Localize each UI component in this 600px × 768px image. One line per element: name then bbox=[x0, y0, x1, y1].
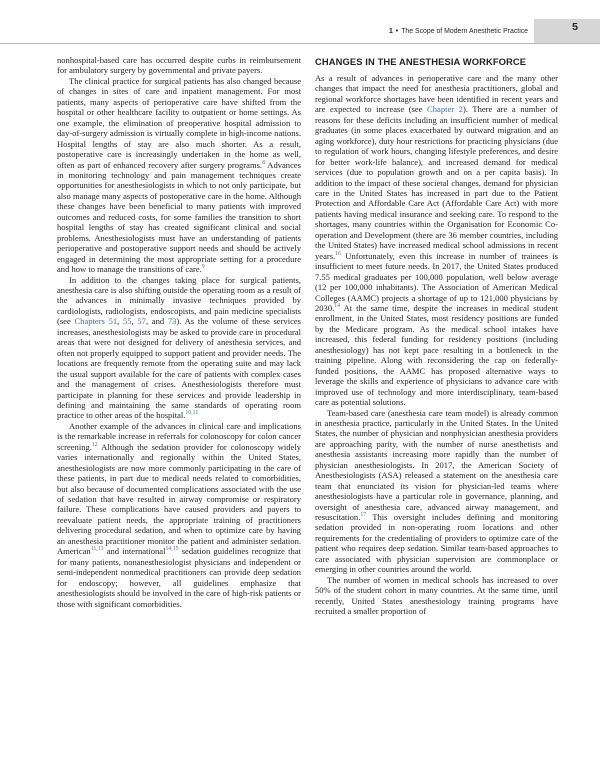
text: Unfortunately, even this increase in number of trainees is insufficient to meet future needs. In 2017, the United States produced 7.55 medical graduates per 100,000 population, well below average (12 per 100,000 inhabitants). The Association of American Medical Colleges (AAMC) projects a shortage of up to 121,000 physicians by 2030. bbox=[315, 250, 558, 313]
citation[interactable]: 10,11 bbox=[185, 410, 199, 417]
citation[interactable]: 16 bbox=[335, 250, 341, 257]
text: Team-based care (anesthesia care team model) is already common in anesthesia practice, particularly in the United States. In the United States, the number of physician and nonphysician anesthesia providers are approaching parity, with the number of nurse anesthetists and anesthesia assistants increasing more rapidly than the number of physician anesthesiologists. In 2017, the American Society of Anesthesiologists (ASA) released a statement on the anesthesia care team that enunciated its vision for physician-led teams where anesthesiologists have a particular role in governance, planning, and oversight of anesthesia care, advanced airway management, and resuscitation. bbox=[315, 407, 558, 523]
citation[interactable]: 14,15 bbox=[165, 546, 179, 553]
text: sedation guidelines recognize that for many patients, nonanesthesiologist physicians and independent or semi-independent nonmedical practitioners can provide deep sedation for endoscopy; however, all guidelines emphasize that anesthesiologists should be involved in the care of high-risk patients or those with significant comorbidities. bbox=[57, 546, 301, 609]
text: nonhospital-based care has occurred despite curbs in reimbursement for ambulatory surgery by governmental and private payers. bbox=[57, 55, 301, 76]
chapter-link[interactable]: 73 bbox=[167, 316, 177, 327]
chapter-link[interactable]: Chapters 51 bbox=[74, 316, 118, 327]
paragraph bbox=[315, 73, 558, 408]
page-header bbox=[0, 0, 600, 44]
chapter-title: The Scope of Modern Anesthetic Practice bbox=[401, 28, 528, 35]
left-column bbox=[57, 55, 301, 609]
text: , bbox=[131, 316, 138, 327]
chapter-link[interactable]: Chapter 2 bbox=[427, 104, 463, 115]
chapter-link[interactable]: 57 bbox=[137, 316, 146, 327]
text: , and bbox=[145, 316, 168, 327]
separator-bullet: • bbox=[395, 28, 399, 35]
running-head bbox=[389, 28, 528, 35]
chapter-link[interactable]: 55 bbox=[123, 316, 132, 327]
paragraph bbox=[57, 76, 301, 275]
text: The number of women in medical schools has increased to over 50% of the student cohort in many countries. At the same time, until recently, United States anesthesiology training programs have recruited a smaller proportion of bbox=[315, 574, 558, 617]
page-number-tab bbox=[534, 19, 600, 43]
text: ). There are a number of reasons for these deficits including an insufficient number of medical graduates (in some places exacerbated by outward migration and an aging workforce), duty hour restrictions for practicing physicians (due to regulation of work hours, changing lifestyle preferences, and desire for better work-life balance), and increased demand for medical services (due to population growth and on a per capita basis). In addition to the impact of these societal changes, demand for physician care in the United States has increased in part due to the Patient Protection and Affordable Care Act (Affordable Care Act) with more patients having medical insurance and seeking care. To respond to the shortages, many countries within the Organisation for Economic Co-operation and Development (there are 36 member countries, including the United States) have increased medical school admissions in recent years. bbox=[315, 104, 558, 261]
citation[interactable]: 8 bbox=[262, 159, 265, 166]
text: This oversight includes defining and monitoring sedation provided in non-operating room locations and other requirements for the credentialing of providers to optimize care of the patient who requires deep sedation. Similar team-based approaches to care associated with physician supervision are commonplace or emerging in other countries around the world. bbox=[315, 512, 558, 575]
page-number: 5 bbox=[572, 21, 578, 33]
citation[interactable]: 11,13 bbox=[90, 546, 104, 553]
paragraph bbox=[315, 575, 558, 617]
chapter-number: 1 bbox=[388, 28, 393, 35]
right-column bbox=[315, 73, 558, 617]
header-rule bbox=[0, 43, 600, 44]
paragraph bbox=[57, 421, 301, 609]
citation[interactable]: 12 bbox=[91, 441, 98, 448]
text: As a result of advances in perioperative care and the many other changes that impact the need for anesthesia practitioners, global and regional workforce shortages have been identified in recent years and are expected to increase (see bbox=[315, 73, 558, 115]
paragraph bbox=[57, 275, 301, 421]
text: Another example of the advances in clinical care and implications is the remarkable increase in referrals for colonoscopy for colon cancer screening. bbox=[57, 420, 301, 452]
text: Advances in monitoring technology and pain management techniques create opportunities for anesthesiologists in which to not only participate, but also manage many aspects of postoperative care in the home. Although these changes have been beneficial to many patients with improved outcomes and reduced costs, for some families the transition to short hospital lengths of stay has created significant clinical and social problems. Anesthesiologists must have an understanding of patients perioperative and postoperative support needs and should be actively engaged in determining the most appropriate setting for a procedure and how to manage the transitions of care. bbox=[57, 159, 301, 275]
paragraph bbox=[315, 408, 558, 575]
text: At the same time, despite the increases in medical student enrollment, in the United States, most residency positions are funded by the Medicare program. As the medical school intakes have increased, this federal funding for residency positions (including anesthesiology) has not kept pace resulting in a bottleneck in the training pipeline. Along with reconsidering the cap on federally-funded positions, the AAMC has proposed alternative ways to leverage the skills and experience of physicians to advance care with improved use of technology and more interdisciplinary, team-based care as potential solutions. bbox=[315, 302, 558, 408]
text: , bbox=[117, 316, 123, 327]
citation[interactable]: 17 bbox=[360, 512, 367, 519]
text: In addition to the changes taking place for surgical patients, anesthesia care is also shifting outside the operating room as a result of the advances in minimally invasive techniques provided by cardiologists, radiologists, endoscopists, and pain medicine specialists (see bbox=[57, 274, 301, 327]
citation[interactable]: 9 bbox=[201, 264, 205, 271]
section-heading: CHANGES IN THE ANESTHESIA WORKFORCE bbox=[315, 56, 527, 67]
text: ). As the volume of these services increases, anesthesiologists may be asked to provide care in procedural areas that were not designed for delivery of anesthesia services, and often not properly equipped to support patient and provider needs. The locations are frequently remote from the operating suite and may lack the usual support available for the care of patients with complex cases and the management of crises. Anesthesiologists therefore must participate in planning for these services and provide leadership in defining and maintaining the same standards of operating room practice to other areas of the hospital. bbox=[57, 316, 301, 421]
text: Although the sedation provider for colonoscopy widely varies internationally and regionally within the United States, anesthesiologists are now more commonly participating in the care of these patients, in part due to medical needs related to comorbidities, but also because of documented complications associated with the use of sedation that have resulted in airway compromise or respiratory failure. These complications have caused providers and payers to reevaluate patient needs, the appropriate training of practitioners delivering procedural sedation, and when to optimize care by having an anesthesia practitioner monitor the patient and administer sedation. American bbox=[57, 441, 301, 557]
citation[interactable]: 14 bbox=[334, 302, 341, 309]
paragraph bbox=[57, 55, 301, 76]
text: The clinical practice for surgical patients has also changed because of changes in sites of care and inpatient management. For most patients, many aspects of perioperative care have shifted from the hospital or other healthcare facility to outpatient or home settings. As one example, the elimination of preoperative hospital admission to day-of-surgery admission is virtually complete in high-income nations. Hospital lengths of stay are also much shorter. As a result, postoperative care is increasingly undertaken in the home as well, often as part of enhanced recovery after surgery programs. bbox=[57, 75, 301, 170]
text: and international bbox=[103, 546, 166, 557]
